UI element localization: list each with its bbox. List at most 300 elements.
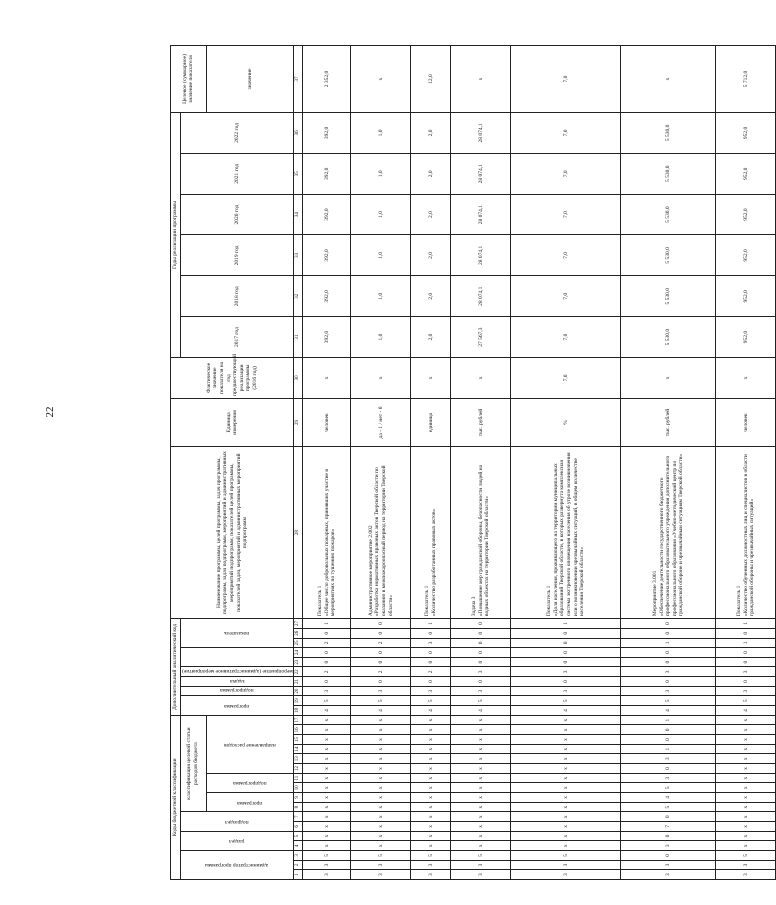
column-number-row xyxy=(294,46,303,880)
code-digit: х xyxy=(511,735,621,745)
code-digit: 0 xyxy=(511,657,621,667)
column-number: 35 xyxy=(294,153,303,194)
code-digit: х xyxy=(303,744,351,754)
header-direction: направление расходов xyxy=(206,715,294,773)
code-digit: 5 xyxy=(451,851,511,861)
code-digit: 5 xyxy=(621,802,716,812)
row-unit: % xyxy=(511,398,621,446)
code-digit: х xyxy=(716,754,776,764)
column-number: 32 xyxy=(294,276,303,317)
row-year-value: 2,0 xyxy=(411,112,451,153)
code-digit: 3 xyxy=(621,841,716,851)
row-year-value: 1,0 xyxy=(351,153,411,194)
header-activity-program: программа xyxy=(180,696,294,715)
code-digit: 0 xyxy=(303,628,351,638)
code-digit: 4 xyxy=(621,706,716,716)
column-number: 6 xyxy=(294,822,303,832)
code-digit: 0 xyxy=(621,735,716,745)
row-year-value: 28 074,1 xyxy=(451,194,511,235)
column-number: 11 xyxy=(294,773,303,783)
code-digit: х xyxy=(511,754,621,764)
column-number: 1 xyxy=(294,870,303,880)
program-indicators-table xyxy=(170,45,776,880)
code-digit: х xyxy=(411,841,451,851)
row-name: Показатель 1 «Доля населения, проживающего на территории муниципальных образований Тверской области, в которых развернута комплексная система экстренного оповещения населения об угрозе возникновения или о возникновении чрезвычайных ситуаций, в общем количестве населения Тверской области» xyxy=(511,447,621,619)
code-digit: 3 xyxy=(303,860,351,870)
column-number: 7 xyxy=(294,812,303,822)
code-digit: 1 xyxy=(621,638,716,648)
code-digit: 4 xyxy=(303,706,351,716)
code-digit: 1 xyxy=(303,619,351,629)
code-digit: х xyxy=(303,822,351,832)
header-fact: Фактическое значение показателя на год предшествующий реализации программы (2016 год) xyxy=(171,357,294,398)
code-digit: х xyxy=(451,754,511,764)
code-digit: х xyxy=(411,725,451,735)
row-target: 7,0 xyxy=(511,46,621,113)
row-year-value: 952,0 xyxy=(716,235,776,276)
table-row xyxy=(451,46,511,880)
code-digit: х xyxy=(511,802,621,812)
code-digit: 0 xyxy=(451,657,511,667)
code-digit: х xyxy=(351,715,411,725)
code-digit: 0 xyxy=(621,764,716,774)
header-year-1: 2017 год xyxy=(180,317,294,358)
code-digit: х xyxy=(411,764,451,774)
code-digit: х xyxy=(716,812,776,822)
code-digit: 3 xyxy=(451,870,511,880)
row-year-value: 7,0 xyxy=(511,276,621,317)
column-number: 30 xyxy=(294,357,303,398)
header-budget-codes: Коды бюджетной классификации xyxy=(171,715,181,879)
row-year-value: 5 530,0 xyxy=(621,276,716,317)
rotated-table-sheet xyxy=(170,45,756,880)
code-digit: х xyxy=(511,831,621,841)
row-fact: х xyxy=(411,357,451,398)
code-digit: 0 xyxy=(621,628,716,638)
row-year-value: 1,0 xyxy=(351,317,411,358)
column-number: 3 xyxy=(294,851,303,861)
header-years: Годы реализации программы xyxy=(171,112,181,357)
row-unit: человек xyxy=(716,398,776,446)
code-digit: х xyxy=(303,831,351,841)
row-fact: х xyxy=(351,357,411,398)
code-digit: 3 xyxy=(621,773,716,783)
code-digit: 0 xyxy=(303,648,351,658)
code-digit: х xyxy=(411,831,451,841)
code-digit: х xyxy=(451,764,511,774)
code-digit: 2 xyxy=(303,638,351,648)
header-year-2: 2018 год xyxy=(180,276,294,317)
code-digit: 0 xyxy=(621,812,716,822)
code-digit: х xyxy=(451,802,511,812)
code-digit: 0 xyxy=(351,648,411,658)
code-digit: 1 xyxy=(716,619,776,629)
code-digit: 0 xyxy=(511,638,621,648)
row-year-value: 5 530,0 xyxy=(621,194,716,235)
code-digit: 3 xyxy=(411,638,451,648)
column-number: 23 xyxy=(294,657,303,667)
column-number: 9 xyxy=(294,793,303,803)
code-digit: 0 xyxy=(303,677,351,687)
row-year-value: 1,0 xyxy=(351,276,411,317)
code-digit: х xyxy=(716,793,776,803)
code-digit: х xyxy=(511,773,621,783)
header-activity: мероприятие (административное мероприятие) xyxy=(180,667,294,677)
code-digit: х xyxy=(716,744,776,754)
row-year-value: 392,0 xyxy=(303,153,351,194)
column-number: 36 xyxy=(294,112,303,153)
row-year-value: 2,0 xyxy=(411,317,451,358)
row-year-value: 28 074,1 xyxy=(451,112,511,153)
column-number: 24 xyxy=(294,648,303,658)
code-digit: х xyxy=(451,793,511,803)
row-year-value: 392,0 xyxy=(303,194,351,235)
code-digit: х xyxy=(716,822,776,832)
code-digit: 5 xyxy=(303,851,351,861)
column-number: 18 xyxy=(294,706,303,716)
code-digit: 3 xyxy=(511,870,621,880)
code-digit: 3 xyxy=(621,686,716,696)
row-target: х xyxy=(621,46,716,113)
row-target: 5 712,0 xyxy=(716,46,776,113)
code-digit: х xyxy=(411,793,451,803)
row-name: Показатель 1 «Количество разработанных правовых актов» xyxy=(411,447,451,619)
column-number: 25 xyxy=(294,638,303,648)
code-digit: 2 xyxy=(351,667,411,677)
row-year-value: 392,0 xyxy=(303,317,351,358)
header-year-5: 2021 год xyxy=(180,153,294,194)
column-number: 28 xyxy=(294,447,303,619)
column-number: 37 xyxy=(294,46,303,113)
row-year-value: 28 074,1 xyxy=(451,235,511,276)
code-digit: 3 xyxy=(621,860,716,870)
row-year-value: 1,0 xyxy=(351,112,411,153)
code-digit: 3 xyxy=(716,686,776,696)
code-digit: 0 xyxy=(351,677,411,687)
header-activity-subprogram: подпрограмма xyxy=(180,686,294,696)
code-digit: х xyxy=(451,831,511,841)
code-digit: х xyxy=(511,715,621,725)
code-digit: х xyxy=(451,812,511,822)
code-digit: х xyxy=(351,812,411,822)
code-digit: 4 xyxy=(351,706,411,716)
code-digit: 3 xyxy=(621,870,716,880)
code-digit: 3 xyxy=(351,686,411,696)
header-program: программа xyxy=(206,793,294,812)
code-digit: 3 xyxy=(303,686,351,696)
header-target: Целевое (суммарное) значение показателя xyxy=(171,46,207,113)
code-digit: 0 xyxy=(716,677,776,687)
row-year-value: 7,0 xyxy=(511,317,621,358)
code-digit: 1 xyxy=(716,638,776,648)
row-year-value: 952,0 xyxy=(716,317,776,358)
code-digit: х xyxy=(411,754,451,764)
code-digit: 3 xyxy=(511,860,621,870)
code-digit: х xyxy=(511,783,621,793)
code-digit: 4 xyxy=(621,793,716,803)
row-year-value: 2,0 xyxy=(411,276,451,317)
code-digit: 3 xyxy=(451,686,511,696)
row-unit: человек xyxy=(303,398,351,446)
column-number: 12 xyxy=(294,764,303,774)
code-digit: х xyxy=(716,802,776,812)
code-digit: х xyxy=(351,841,411,851)
code-digit: 0 xyxy=(451,619,511,629)
code-digit: 4 xyxy=(451,706,511,716)
row-year-value: 2,0 xyxy=(411,235,451,276)
row-year-value: 2,0 xyxy=(411,153,451,194)
code-digit: 1 xyxy=(621,715,716,725)
row-target: х xyxy=(351,46,411,113)
column-number: 19 xyxy=(294,696,303,706)
code-digit: х xyxy=(351,822,411,832)
header-activity-code: Дополнительный аналитический код xyxy=(171,619,181,716)
code-digit: х xyxy=(303,725,351,735)
code-digit: 0 xyxy=(411,657,451,667)
header-indicator: показатель xyxy=(180,619,294,648)
row-name: Задача 3 «Повышение мер гражданской обороны, безопасности людей на водных объектах на территории Тверской области» xyxy=(451,447,511,619)
row-year-value: 5 530,0 xyxy=(621,112,716,153)
code-digit: 0 xyxy=(351,657,411,667)
code-digit: 0 xyxy=(716,657,776,667)
code-digit: х xyxy=(351,773,411,783)
code-digit: 0 xyxy=(621,725,716,735)
header-task: задача xyxy=(180,677,294,687)
column-number: 21 xyxy=(294,677,303,687)
code-digit: 0 xyxy=(621,657,716,667)
code-digit: х xyxy=(411,773,451,783)
code-digit: х xyxy=(511,744,621,754)
row-year-value: 5 530,0 xyxy=(621,317,716,358)
code-digit: 3 xyxy=(451,667,511,677)
header-subprogram: подпрограмма xyxy=(206,773,294,792)
row-year-value: 952,0 xyxy=(716,276,776,317)
row-name: Мероприятие 3.001 «Обеспечение деятельности государственного бюджетного профессионального образовательного учреждения дополнительного профессионального образования «Учебно-методический центр по гражданской обороне и чрезвычайным ситуациям Тверской области» xyxy=(621,447,716,619)
code-digit: х xyxy=(411,715,451,725)
code-digit: 3 xyxy=(716,860,776,870)
code-digit: х xyxy=(511,764,621,774)
code-digit: 3 xyxy=(351,860,411,870)
row-year-value: 392,0 xyxy=(303,235,351,276)
table-row xyxy=(411,46,451,880)
header-year-3: 2019 год xyxy=(180,235,294,276)
code-digit: 3 xyxy=(411,860,451,870)
code-digit: 0 xyxy=(621,831,716,841)
code-digit: 5 xyxy=(511,696,621,706)
table-row xyxy=(621,46,716,880)
code-digit: 5 xyxy=(303,696,351,706)
code-digit: 5 xyxy=(511,851,621,861)
code-digit: 5 xyxy=(351,696,411,706)
code-digit: х xyxy=(351,793,411,803)
code-digit: х xyxy=(716,831,776,841)
row-name: Показатель 1 «Количество обученных должностных лиц и специалистов в области гражданской обороны и чрезвычайных ситуаций» xyxy=(716,447,776,619)
code-digit: х xyxy=(411,735,451,745)
code-digit: х xyxy=(303,764,351,774)
row-year-value: 392,0 xyxy=(303,112,351,153)
code-digit: х xyxy=(351,754,411,764)
row-year-value: 7,0 xyxy=(511,235,621,276)
row-year-value: 7,0 xyxy=(511,194,621,235)
code-digit: х xyxy=(716,735,776,745)
code-digit: х xyxy=(451,841,511,851)
code-digit: 4 xyxy=(716,706,776,716)
code-digit: 3 xyxy=(351,870,411,880)
code-digit: 5 xyxy=(716,851,776,861)
code-digit: х xyxy=(451,822,511,832)
code-digit: 0 xyxy=(351,628,411,638)
code-digit: 0 xyxy=(511,677,621,687)
code-digit: 0 xyxy=(411,677,451,687)
code-digit: х xyxy=(451,725,511,735)
code-digit: 7 xyxy=(621,822,716,832)
row-year-value: 2,0 xyxy=(411,194,451,235)
column-number: 13 xyxy=(294,754,303,764)
row-fact: х xyxy=(303,357,351,398)
table-row xyxy=(511,46,621,880)
code-digit: х xyxy=(451,773,511,783)
row-year-value: 952,0 xyxy=(716,194,776,235)
code-digit: х xyxy=(716,841,776,851)
row-unit: тыс. рублей xyxy=(621,398,716,446)
column-number: 22 xyxy=(294,667,303,677)
code-digit: 5 xyxy=(716,696,776,706)
header-year-6: 2022 год xyxy=(180,112,294,153)
code-digit: х xyxy=(511,812,621,822)
row-year-value: 952,0 xyxy=(716,153,776,194)
row-fact: х xyxy=(451,357,511,398)
code-digit: 0 xyxy=(511,628,621,638)
code-digit: х xyxy=(351,725,411,735)
code-digit: 3 xyxy=(411,870,451,880)
row-unit: да - 1 / нет - 0 xyxy=(351,398,411,446)
code-digit: 5 xyxy=(621,696,716,706)
header-value: значение xyxy=(206,46,294,113)
code-digit: 0 xyxy=(451,638,511,648)
code-digit: 0 xyxy=(451,648,511,658)
column-number: 27 xyxy=(294,619,303,629)
code-digit: 0 xyxy=(511,648,621,658)
code-digit: 1 xyxy=(511,619,621,629)
code-digit: 0 xyxy=(411,628,451,638)
row-target: 12,0 xyxy=(411,46,451,113)
row-year-value: 28 074,1 xyxy=(451,153,511,194)
code-digit: х xyxy=(511,822,621,832)
row-unit: тыс. рублей xyxy=(451,398,511,446)
code-digit: 5 xyxy=(351,851,411,861)
header-admin: администратор программы xyxy=(180,851,294,880)
code-digit: 0 xyxy=(716,648,776,658)
code-digit: х xyxy=(351,744,411,754)
code-digit: х xyxy=(303,754,351,764)
code-digit: 2 xyxy=(411,667,451,677)
table-row xyxy=(716,46,776,880)
column-number: 8 xyxy=(294,802,303,812)
code-digit: 2 xyxy=(303,667,351,677)
column-number: 16 xyxy=(294,725,303,735)
code-digit: х xyxy=(351,802,411,812)
row-fact: 7,0 xyxy=(511,357,621,398)
column-number: 2 xyxy=(294,860,303,870)
row-name: Административное мероприятие 2.002 «Разработка нормативных правовых актов Тверской области по оказанию в межпожароопасный период на территории Тверской области» xyxy=(351,447,411,619)
code-digit: 5 xyxy=(621,783,716,793)
code-digit: 5 xyxy=(451,696,511,706)
header-unit: Единица измерения xyxy=(171,398,294,446)
row-year-value: 5 530,0 xyxy=(621,235,716,276)
code-digit: 2 xyxy=(351,638,411,648)
code-digit: 0 xyxy=(621,648,716,658)
code-digit: х xyxy=(716,764,776,774)
header-year-4: 2020 год xyxy=(180,194,294,235)
row-name: Показатель 1 «Общее число добровольных пожарных, принявших участие в мероприятиях по тушению пожаров» xyxy=(303,447,351,619)
code-digit: х xyxy=(303,735,351,745)
row-year-value: 1,0 xyxy=(351,194,411,235)
code-digit: х xyxy=(511,841,621,851)
code-digit: х xyxy=(411,783,451,793)
code-digit: х xyxy=(451,744,511,754)
column-number: 34 xyxy=(294,194,303,235)
code-digit: 3 xyxy=(303,870,351,880)
header-activity-number xyxy=(180,648,294,667)
code-digit: х xyxy=(303,812,351,822)
code-digit: х xyxy=(351,831,411,841)
code-digit: х xyxy=(303,773,351,783)
header-target-article: классификация целевой статьи расходов бюджета xyxy=(180,715,206,812)
code-digit: х xyxy=(716,773,776,783)
column-number: 20 xyxy=(294,686,303,696)
column-number: 17 xyxy=(294,715,303,725)
page-number: 22 xyxy=(44,406,56,418)
code-digit: 3 xyxy=(511,667,621,677)
code-digit: 3 xyxy=(716,667,776,677)
code-digit: х xyxy=(303,783,351,793)
row-year-value: 28 074,1 xyxy=(451,276,511,317)
code-digit: х xyxy=(716,783,776,793)
code-digit: 3 xyxy=(411,686,451,696)
code-digit: х xyxy=(351,783,411,793)
row-year-value: 1,0 xyxy=(351,235,411,276)
code-digit: х xyxy=(303,715,351,725)
row-year-value: 7,0 xyxy=(511,153,621,194)
code-digit: х xyxy=(411,822,451,832)
code-digit: х xyxy=(411,802,451,812)
code-digit: 3 xyxy=(511,686,621,696)
column-number: 14 xyxy=(294,744,303,754)
code-digit: 3 xyxy=(621,754,716,764)
code-digit: 0 xyxy=(621,619,716,629)
code-digit: 0 xyxy=(451,628,511,638)
code-digit: 3 xyxy=(451,860,511,870)
column-number: 29 xyxy=(294,398,303,446)
code-digit: 1 xyxy=(621,744,716,754)
code-digit: х xyxy=(451,783,511,793)
code-digit: 3 xyxy=(621,667,716,677)
row-target: 2 352,0 xyxy=(303,46,351,113)
code-digit: 0 xyxy=(451,677,511,687)
header-section: раздел xyxy=(180,831,294,850)
code-digit: х xyxy=(351,735,411,745)
column-number: 10 xyxy=(294,783,303,793)
code-digit: 4 xyxy=(511,706,621,716)
code-digit: х xyxy=(511,793,621,803)
code-digit: 0 xyxy=(621,851,716,861)
column-number: 5 xyxy=(294,831,303,841)
code-digit: 0 xyxy=(411,648,451,658)
code-digit: 3 xyxy=(716,870,776,880)
row-fact: х xyxy=(621,357,716,398)
code-digit: 0 xyxy=(621,677,716,687)
code-digit: 0 xyxy=(303,657,351,667)
